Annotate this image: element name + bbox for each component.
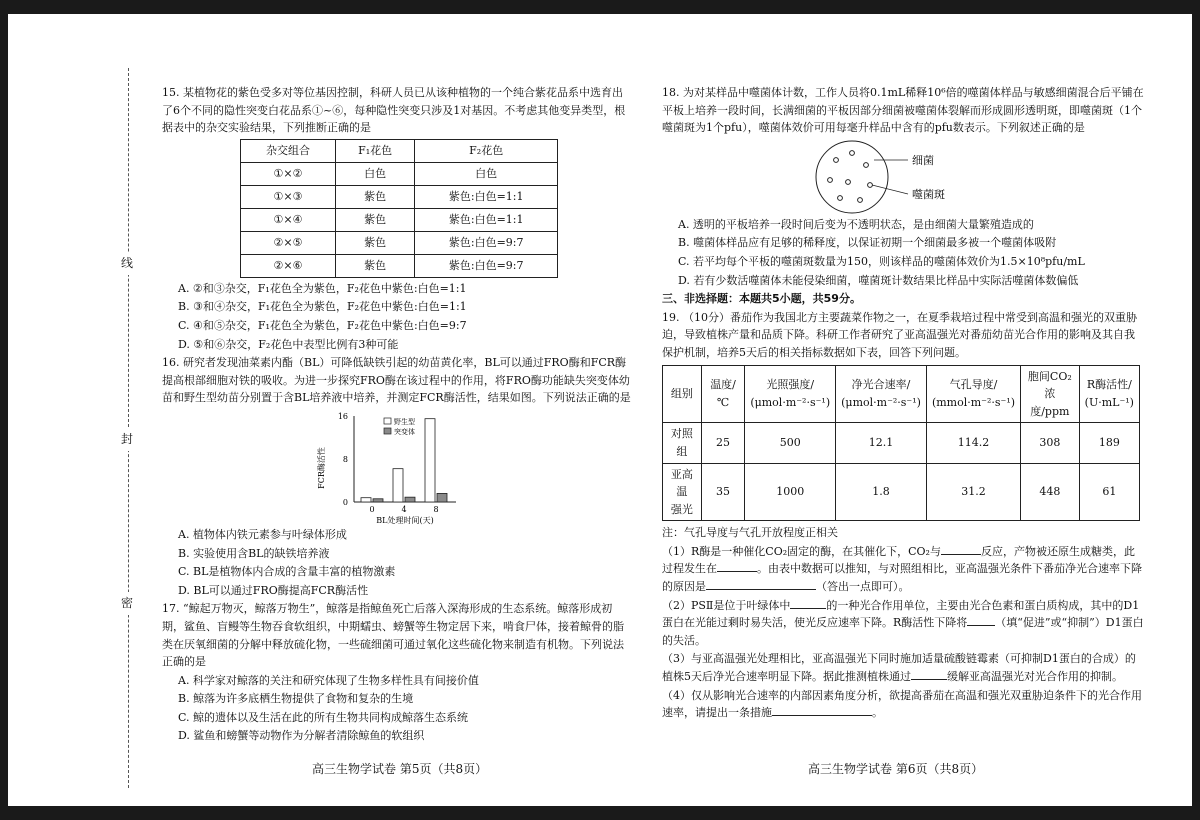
bar-wild-type <box>361 498 371 502</box>
q18-option-d: D. 若有少数活噬菌体未能侵染细菌，噬菌斑计数结果比样品中实际活噬菌体数偏低 <box>678 273 1079 287</box>
table-cell: 亚高温 强光 <box>663 463 702 521</box>
q17-option-a: A. 科学家对鲸落的关注和研究体现了生物多样性具有间接价值 <box>178 673 479 687</box>
scan-border-top <box>0 0 1200 14</box>
q17-stem: 17. “鲸起万物灭，鲸落万物生”，鲸落是指鲸鱼死亡后落入深海形成的生态系统。鲸落形成初期，鲨鱼、盲鳗等生物吞食软组织，中期蠕虫、螃蟹等生物定居下来，啃食尸体，接着鲸骨的脂类在厌氧细菌的分解中释放硫化物，一些硫细菌可通过氧化这些硫化物来制造有机物。下列说法正确的是 <box>162 602 624 669</box>
q19-sub4-text: 。 <box>872 706 883 720</box>
q15-table <box>240 139 558 278</box>
q19-header-cell: R酶活性/ (U·mL⁻¹) <box>1079 365 1139 423</box>
q19-sub2-text: （2）PSⅡ是位于叶绿体中 <box>662 598 791 612</box>
table-cell: 紫色:白色=9:7 <box>415 254 558 277</box>
q15-header-cell: F₁花色 <box>335 139 414 162</box>
bar-mutant <box>373 499 383 502</box>
question-19 <box>662 309 1144 722</box>
q19-sub1-text: 。由表中数据可以推知，与对照组相比，亚高温强光条件下番茄净光合速率下降的原因是 <box>662 562 1142 594</box>
q19-stem: 19. （10分）番茄作为我国北方主要蔬菜作物之一，在夏季栽培过程中常受到高温和强光的双重胁迫，导致植株产量和品质下降。科研工作者研究了亚高温强光对番茄幼苗光合作用的影响及其自我保护机制，培养5天后的相关指标数据如下表，回答下列问题。 <box>662 310 1137 359</box>
q15-option-a: A. ②和③杂交，F₁花色全为紫色，F₂花色中紫色:白色=1:1 <box>178 281 467 295</box>
q15-option-c: C. ④和⑤杂交，F₁花色全为紫色，F₂花色中紫色:白色=9:7 <box>178 318 467 332</box>
q19-sub1 <box>662 543 1144 596</box>
q15-table-header <box>241 139 558 162</box>
table-cell: ②×⑤ <box>241 231 336 254</box>
answer-blank[interactable] <box>941 554 981 555</box>
section-heading-3: 三、非选择题：本题共5小题，共59分。 <box>662 292 861 306</box>
q18-stem: 18. 为对某样品中噬菌体计数，工作人员将0.1mL稀释10⁶倍的噬菌体样品与敏感细菌混合后平铺在平板上培养一段时间，长满细菌的平板因部分细菌被噬菌体裂解而形成圆形透明斑，即噬菌斑（1个噬菌斑为1个pfu），噬菌体效价可用每毫升样品中含有的pfu数表示。下列叙述正确的是 <box>662 86 1144 135</box>
chart-x-tick: 0 <box>369 504 375 514</box>
table-cell: 61 <box>1079 463 1139 521</box>
chart-x-tick: 8 <box>433 504 439 514</box>
legend-label-mutant: 突变体 <box>394 427 415 436</box>
answer-blank[interactable] <box>772 715 872 716</box>
q17-option-d: D. 鲨鱼和螃蟹等动物作为分解者清除鲸鱼的软组织 <box>178 729 425 743</box>
binding-char-feng: 封 <box>121 428 133 451</box>
q19-header-cell: 气孔导度/ (mmol·m⁻²·s⁻¹) <box>926 365 1020 423</box>
chart-x-label: BL处理时间(天) <box>376 515 434 525</box>
table-cell: 紫色 <box>335 254 414 277</box>
scan-border-right <box>1192 0 1200 820</box>
question-17 <box>162 600 632 745</box>
chart-y-tick: 16 <box>337 411 348 421</box>
answer-blank[interactable] <box>706 589 816 590</box>
q15-header-cell: F₂花色 <box>415 139 558 162</box>
table-row <box>241 208 558 231</box>
table-cell: 189 <box>1079 423 1139 463</box>
bar-wild-type <box>425 419 435 502</box>
q18-option-a: A. 透明的平板培养一段时间后变为不透明状态，是由细菌大量繁殖造成的 <box>678 217 1034 231</box>
q19-header-cell: 组别 <box>663 365 702 423</box>
binding-char-xian: 线 <box>121 252 133 275</box>
table-cell: 1000 <box>745 463 836 521</box>
q19-sub3-text: （3）与亚高温强光处理相比，亚高温强光下同时施加适量硫酸链霉素（可抑制D1蛋白的合成）的植株5天后净光合速率明显下降。据此推测植株通过 <box>662 652 1136 684</box>
question-18 <box>662 84 1144 289</box>
chart-x-tick: 4 <box>401 504 407 514</box>
table-cell: 35 <box>701 463 745 521</box>
q19-header-cell: 光照强度/ (μmol·m⁻²·s⁻¹) <box>745 365 836 423</box>
bar-mutant <box>405 497 415 502</box>
q17-option-c: C. 鲸的遗体以及生活在此的所有生物共同构成鲸落生态系统 <box>178 710 469 724</box>
q15-option-b: B. ③和④杂交，F₁花色全为紫色，F₂花色中紫色:白色=1:1 <box>178 300 467 314</box>
q19-sub1-text: （1）R酶是一种催化CO₂固定的酶，在其催化下，CO₂与 <box>662 544 941 558</box>
table-row <box>241 162 558 185</box>
table-cell: ①×④ <box>241 208 336 231</box>
fcr-bar-chart <box>314 408 514 526</box>
table-cell: 1.8 <box>836 463 927 521</box>
table-cell: 紫色 <box>335 208 414 231</box>
legend-swatch-wild <box>384 418 391 424</box>
table-cell: ①×② <box>241 162 336 185</box>
table-cell: 31.2 <box>926 463 1020 521</box>
q19-header-cell: 净光合速率/ (μmol·m⁻²·s⁻¹) <box>836 365 927 423</box>
q16-option-d: D. BL可以通过FRO酶提高FCR酶活性 <box>178 583 369 597</box>
q17-option-b: B. 鲸落为许多底栖生物提供了食物和复杂的生境 <box>178 692 414 706</box>
table-cell: 12.1 <box>836 423 927 463</box>
legend-label-wild: 野生型 <box>394 417 415 426</box>
q19-sub2 <box>662 597 1144 650</box>
legend-swatch-mutant <box>384 428 391 434</box>
chart-y-tick: 8 <box>342 454 348 464</box>
q19-sub2-text: （填“促进”或“抑制”）D1蛋白的失活。 <box>662 616 1144 647</box>
table-cell: 500 <box>745 423 836 463</box>
table-cell: ①×③ <box>241 185 336 208</box>
q19-sub3 <box>662 650 1144 685</box>
q16-stem: 16. 研究者发现油菜素内酯（BL）可降低缺铁引起的幼苗黄化率，BL可以通过FRO酶和FCR酶提高根部细胞对铁的吸收。为进一步探究FRO酶在该过程中的作用，将FRO酶功能缺失突变体幼苗和野生型幼苗分别置于含BL培养液中培养，并测定FCR酶活性，结果如图。下列说法正确的是 <box>162 356 631 405</box>
q16-option-b: B. 实验使用含BL的缺铁培养液 <box>178 546 330 560</box>
q19-note: 注：气孔导度与气孔开放程度正相关 <box>662 526 838 540</box>
q19-table <box>662 365 1140 522</box>
question-16 <box>162 354 632 599</box>
table-cell: 白色 <box>335 162 414 185</box>
bar-wild-type <box>393 469 403 502</box>
q18-option-b: B. 噬菌体样品应有足够的稀释度，以保证初期一个细菌最多被一个噬菌体吸附 <box>678 236 1057 250</box>
petri-dish <box>816 141 888 213</box>
question-15 <box>162 84 632 353</box>
table-cell: 紫色 <box>335 185 414 208</box>
scan-border-left <box>0 0 8 820</box>
table-cell: 紫色 <box>335 231 414 254</box>
label-plaque: 噬菌斑 <box>912 187 945 201</box>
table-cell: 448 <box>1021 463 1080 521</box>
q19-sub1-text: 反应，产物被还原生成糖类，此过程发生在 <box>662 544 1135 576</box>
table-row <box>663 463 1140 521</box>
table-cell: 紫色:白色=1:1 <box>415 208 558 231</box>
answer-blank[interactable] <box>967 625 995 626</box>
petri-dish-diagram <box>812 138 1072 216</box>
page-footer-left: 高三生物学试卷 第5页（共8页） <box>312 762 488 776</box>
q16-option-c: C. BL是植物体内合成的含量丰富的植物激素 <box>178 565 396 579</box>
answer-blank[interactable] <box>911 679 947 680</box>
table-row <box>241 231 558 254</box>
scan-border-bottom <box>0 806 1200 820</box>
table-cell: 紫色:白色=1:1 <box>415 185 558 208</box>
table-row <box>241 185 558 208</box>
chart-y-label: FCR酶活性 <box>317 447 326 489</box>
chart-y-tick: 0 <box>342 497 348 507</box>
q19-header-cell: 胞间CO₂ 浓度/ppm <box>1021 365 1080 423</box>
table-cell: 白色 <box>415 162 558 185</box>
table-cell: 114.2 <box>926 423 1020 463</box>
answer-blank[interactable] <box>717 571 757 572</box>
page-footer-right: 高三生物学试卷 第6页（共8页） <box>808 762 984 776</box>
binding-char-mi: 密 <box>121 592 133 615</box>
q19-sub4-text: （4）仅从影响光合速率的内部因素角度分析，欲提高番茄在高温和强光双重胁迫条件下的光合作用速率，请提出一条措施 <box>662 688 1142 720</box>
table-cell: 308 <box>1021 423 1080 463</box>
table-cell: 紫色:白色=9:7 <box>415 231 558 254</box>
q15-header-cell: 杂交组合 <box>241 139 336 162</box>
q19-sub2-text: 的一种光合作用单位，主要由光合色素和蛋白质构成，其中的D1蛋白在光能过剩时易失活，使光反应速率下降。R酶活性下降将 <box>662 598 1140 630</box>
answer-blank[interactable] <box>790 608 826 609</box>
table-row <box>663 423 1140 463</box>
q19-table-header <box>663 365 1140 423</box>
table-row <box>241 254 558 277</box>
q19-sub4 <box>662 687 1144 722</box>
label-bacteria: 细菌 <box>912 153 934 167</box>
left-page <box>162 84 632 746</box>
bar-mutant <box>437 493 447 502</box>
q16-option-a: A. 植物体内铁元素参与叶绿体形成 <box>178 527 347 541</box>
q19-header-cell: 温度/℃ <box>701 365 745 423</box>
table-cell: 25 <box>701 423 745 463</box>
q15-option-d: D. ⑤和⑥杂交，F₂花色中表型比例有3种可能 <box>178 337 399 351</box>
q15-stem: 15. 某植物花的紫色受多对等位基因控制，科研人员已从该种植物的一个纯合紫花品系中选育出了6个不同的隐性突变白花品系①~⑥，每种隐性突变只涉及1对基因。不考虑其他变异类型，根据表中的杂交实验结果，下列推断正确的是 <box>162 86 626 135</box>
table-cell: 对照组 <box>663 423 702 463</box>
right-page <box>662 84 1144 723</box>
q19-sub1-text: （答出一点即可）。 <box>816 580 910 594</box>
q19-sub3-text: 缓解亚高温强光对光合作用的抑制。 <box>947 670 1123 684</box>
table-cell: ②×⑥ <box>241 254 336 277</box>
q18-option-c: C. 若平均每个平板的噬菌斑数量为150，则该样品的噬菌体效价为1.5×10⁸pfu/mL <box>678 254 1085 268</box>
